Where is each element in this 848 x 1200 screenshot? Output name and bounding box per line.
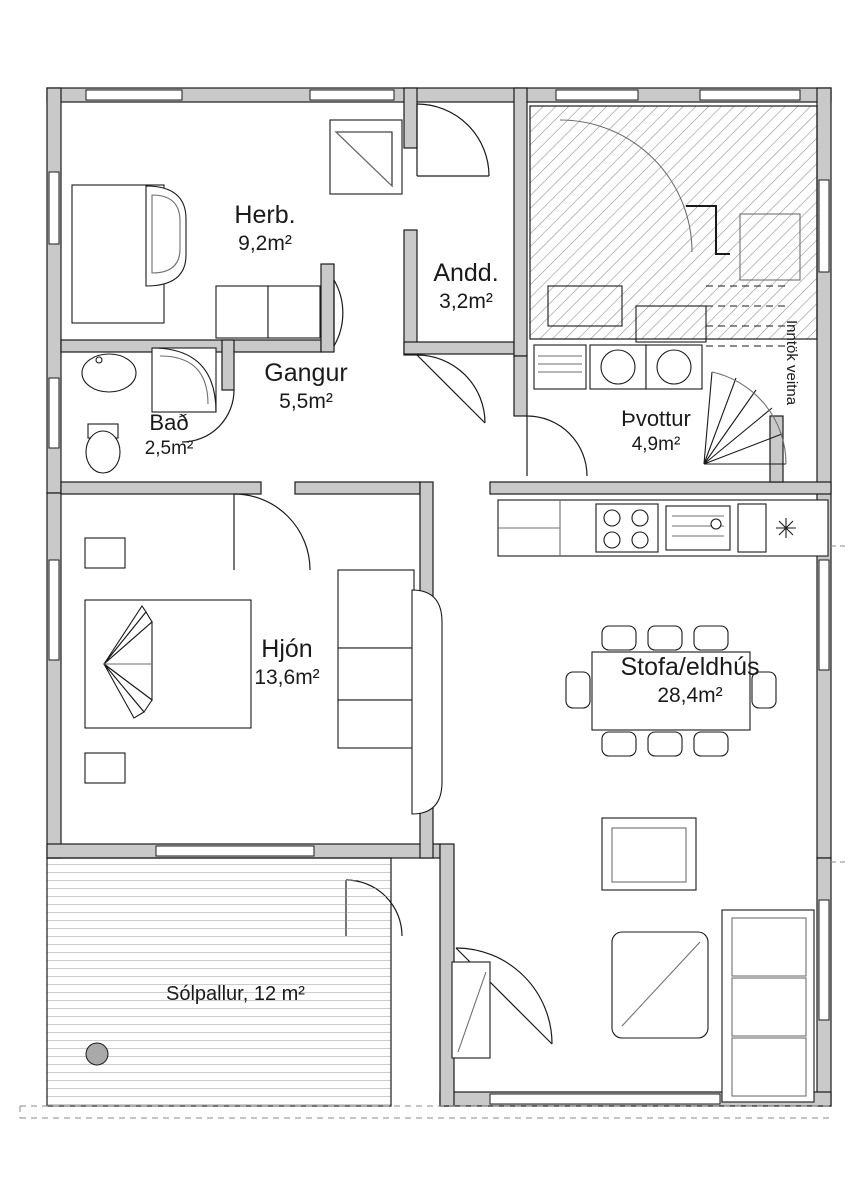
room-name: Gangur	[264, 359, 348, 387]
furniture-bedroom	[85, 538, 442, 814]
room-area: 2,5m²	[144, 437, 194, 459]
room-name: Hjón	[261, 635, 313, 663]
room-area: 3,2m²	[439, 289, 493, 313]
room-area: 13,6m²	[254, 665, 320, 689]
furniture-kitchen	[498, 500, 828, 556]
room-name: Þvottur	[621, 406, 691, 431]
furniture-bath	[82, 348, 216, 473]
room-name: Stofa/eldhús	[620, 653, 760, 681]
deck-label: Sólpallur, 12 m²	[166, 983, 305, 1005]
room-name: Andd.	[433, 259, 499, 287]
furniture-herb	[72, 120, 402, 338]
room-name: Bað	[149, 410, 189, 435]
utility-inlet-label: Inntök veitna	[783, 320, 800, 406]
deck	[20, 858, 831, 1118]
edge-ticks	[831, 546, 848, 862]
hatched-storage-area	[530, 106, 817, 339]
room-area: 28,4m²	[657, 683, 723, 707]
room-area: 4,9m²	[631, 433, 681, 455]
room-area: 5,5m²	[279, 389, 333, 413]
furniture-living	[452, 626, 814, 1102]
room-name: Herb.	[234, 201, 296, 229]
room-area: 9,2m²	[238, 231, 292, 255]
